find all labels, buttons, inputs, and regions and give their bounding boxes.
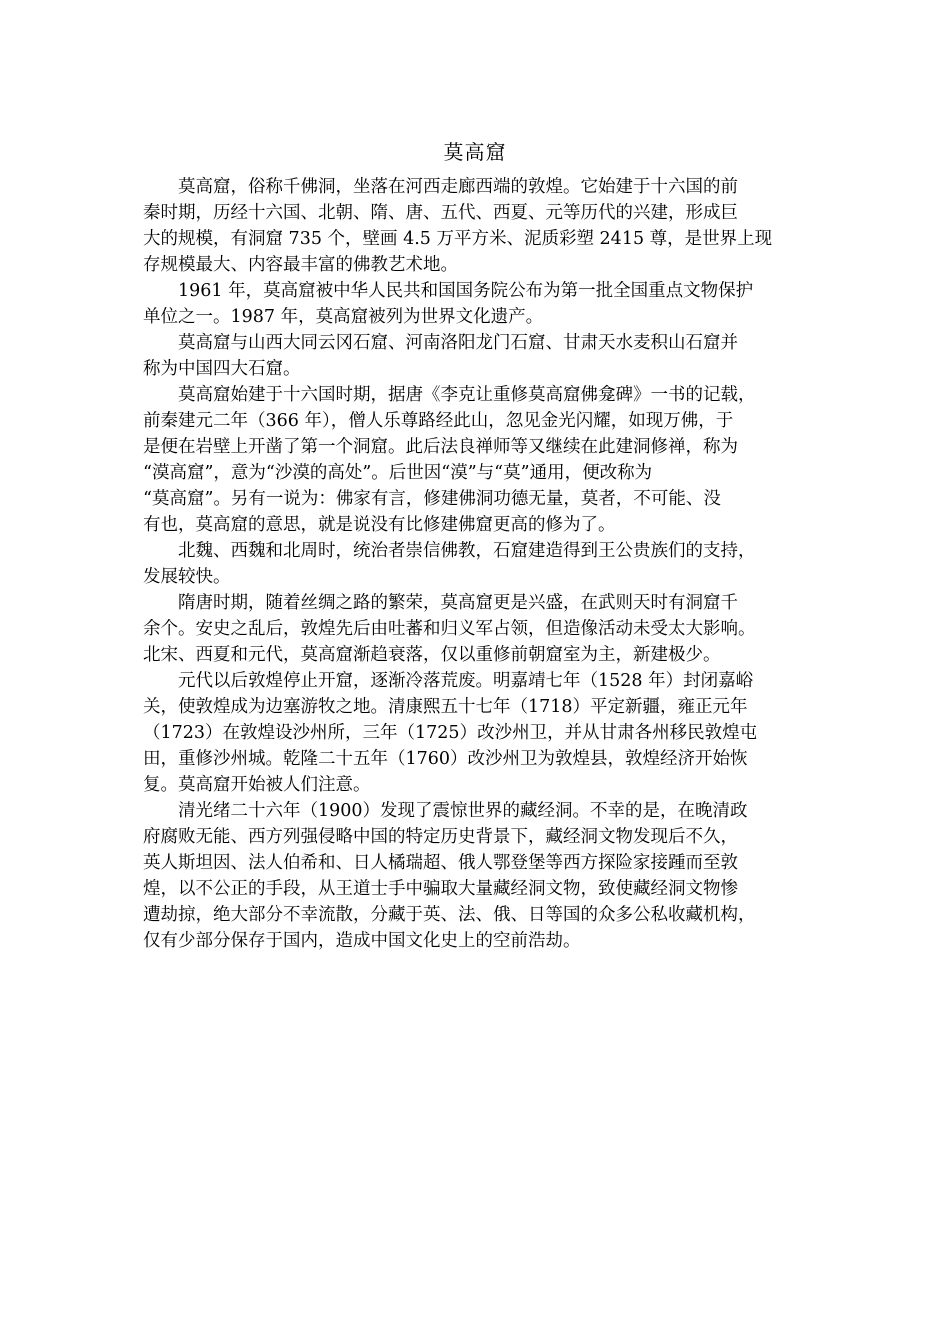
document-body [143,174,809,954]
paragraph [143,590,809,668]
paragraph-line: 莫高窟与山西大同云冈石窟、河南洛阳龙门石窟、甘肃天水麦积山石窟并 [178,333,738,353]
paragraph-line: 遭劫掠，绝大部分不幸流散，分藏于英、法、俄、日等国的众多公私收藏机构， [143,905,756,925]
paragraph-line: 清光绪二十六年（1900）发现了震惊世界的藏经洞。不幸的是，在晚清政 [178,801,748,821]
paragraph-line: 余个。安史之乱后，敦煌先后由吐蕃和归义军占领，但造像活动未受太大影响。 [143,619,756,639]
paragraph-line: 复。莫高窟开始被人们注意。 [143,775,371,795]
paragraph-line: 单位之一。1987 年，莫高窟被列为世界文化遗产。 [143,307,544,327]
paragraph [143,798,809,954]
paragraph-line: 前秦建元二年（366 年），僧人乐尊路经此山，忽见金光闪耀，如现万佛，于 [143,411,734,431]
document-title: 莫高窟 [443,140,507,164]
paragraph-line: 仅有少部分保存于国内，造成中国文化史上的空前浩劫。 [143,931,581,951]
paragraph-line: 大的规模，有洞窟 735 个，壁画 4.5 万平方米、泥质彩塑 2415 尊，是世界上现 [143,229,773,249]
paragraph-line: 元代以后敦煌停止开窟，逐渐冷落荒废。明嘉靖七年（1528 年）封闭嘉峪 [178,671,754,691]
paragraph-line: 田，重修沙州城。乾隆二十五年（1760）改沙州卫为敦煌县，敦煌经济开始恢 [143,749,748,769]
paragraph-line: 是便在岩壁上开凿了第一个洞窟。此后法良禅师等又继续在此建洞修禅，称为 [143,437,738,457]
paragraph-line: 隋唐时期，随着丝绸之路的繁荣，莫高窟更是兴盛，在武则天时有洞窟千 [178,593,738,613]
paragraph-line: 煌，以不公正的手段，从王道士手中骗取大量藏经洞文物，致使藏经洞文物惨 [143,879,738,899]
paragraph-line: 称为中国四大石窟。 [143,359,301,379]
paragraph-line: 发展较快。 [143,567,231,587]
paragraph [143,668,809,798]
paragraph-line: 莫高窟始建于十六国时期，据唐《李克让重修莫高窟佛龛碑》一书的记载， [178,385,756,405]
paragraph [143,330,809,382]
paragraph-line: 存规模最大、内容最丰富的佛教艺术地。 [143,255,458,275]
paragraph [143,538,809,590]
paragraph-line: 秦时期，历经十六国、北朝、隋、唐、五代、西夏、元等历代的兴建，形成巨 [143,203,738,223]
paragraph-line: 英人斯坦因、法人伯希和、日人橘瑞超、俄人鄂登堡等西方探险家接踵而至敦 [143,853,738,873]
paragraph-line: 关，使敦煌成为边塞游牧之地。清康熙五十七年（1718）平定新疆，雍正元年 [143,697,748,717]
paragraph [143,278,809,330]
paragraph [143,382,809,538]
paragraph-line: “漠高窟”，意为“沙漠的高处”。后世因“漠”与“莫”通用，便改称为 [143,463,653,483]
paragraph [143,174,809,278]
paragraph-line: 莫高窟，俗称千佛洞，坐落在河西走廊西端的敦煌。它始建于十六国的前 [178,177,738,197]
paragraph-line: “莫高窟”。另有一说为：佛家有言，修建佛洞功德无量，莫者，不可能、没 [143,489,721,509]
paragraph-line: 府腐败无能、西方列强侵略中国的特定历史背景下，藏经洞文物发现后不久， [143,827,738,847]
paragraph-line: 有也，莫高窟的意思，就是说没有比修建佛窟更高的修为了。 [143,515,616,535]
paragraph-line: （1723）在敦煌设沙州所，三年（1725）改沙州卫，并从甘肃各州移民敦煌屯 [143,723,758,743]
paragraph-line: 北宋、西夏和元代，莫高窟渐趋衰落，仅以重修前朝窟室为主，新建极少。 [143,645,721,665]
paragraph-line: 北魏、西魏和北周时，统治者崇信佛教，石窟建造得到王公贵族们的支持， [178,541,756,561]
paragraph-line: 1961 年，莫高窟被中华人民共和国国务院公布为第一批全国重点文物保护 [178,281,754,301]
